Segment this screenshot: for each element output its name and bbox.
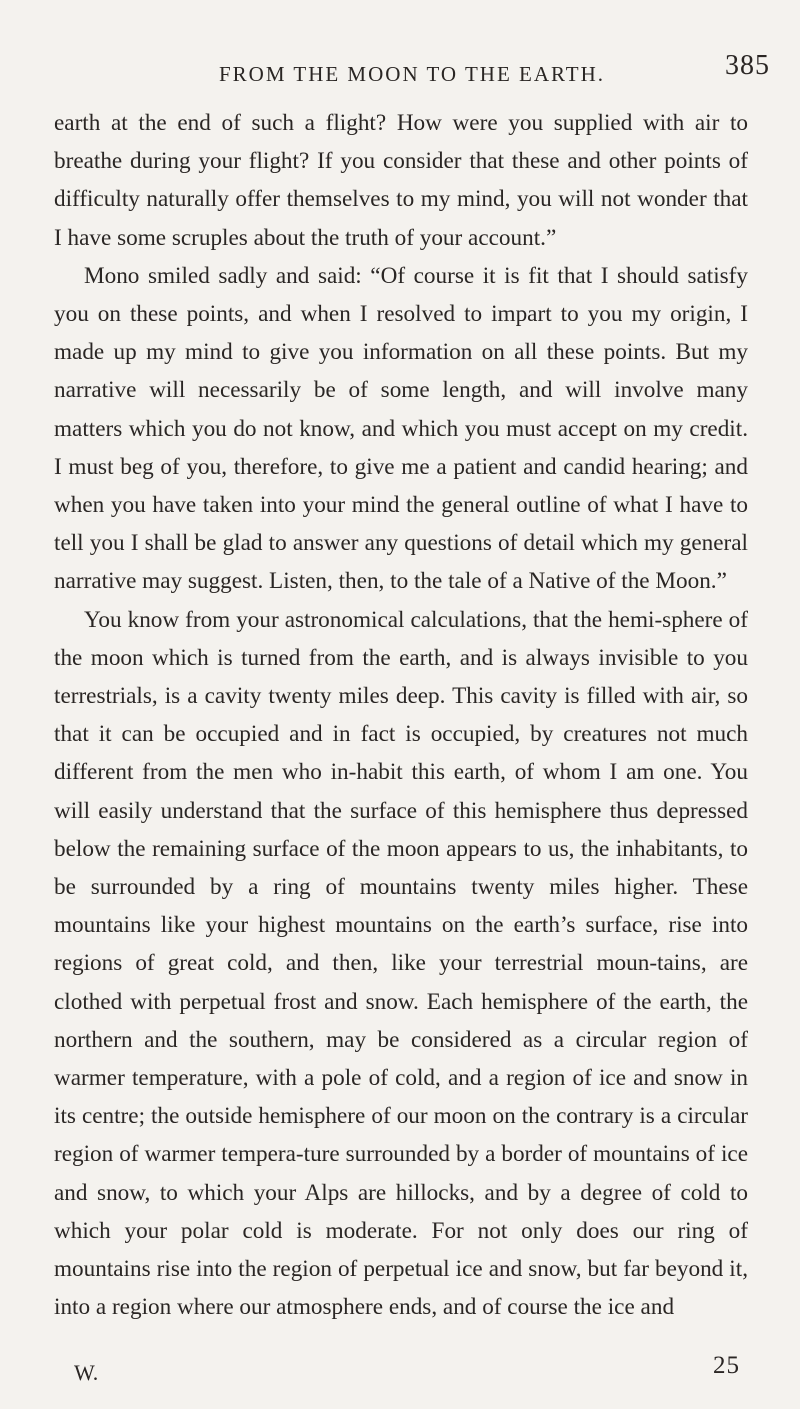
paragraph-continued: earth at the end of such a flight? How were you supplied with air to breathe during your flight? If you consider that these and other points of difficulty naturally offer themselves to my mind, you will not wonder that I have some scruples about the truth of your account.” — [54, 110, 748, 251]
paragraph-moon-description: You know from your astronomical calculations, that the hemi-sphere of the moon which is turned from the earth, and is always invisible to you terrestrials, is a cavity twenty miles deep. This cavity is filled with air, so that it can be occupied and in fact is occupied, by creatures not much different from the men who in-habit this earth, of whom I am one. You will easily understand that the surface of this hemisphere thus depressed below the remaining surface of the moon appears to us, the inhabitants, to be surrounded by a ring of mountains twenty miles higher. These mountains like your highest mountains on the earth’s surface, rise into regions of great cold, and then, like your terrestrial moun-tains, are clothed with perpetual frost and snow. Each hemisphere of the earth, the northern and the southern, may be considered as a circular region of warmer temperature, with a pole of cold, and a region of ice and snow in its centre; the outside hemisphere of our moon on the contrary is a circular region of warmer tempera-ture surrounded by a border of mountains of ice and snow, to which your Alps are hillocks, and by a degree of cold to which your polar cold is moderate. For not only does our ring of mountains rise into the region of perpetual ice and snow, but far beyond it, into a region where our atmosphere ends, and of course the ice and — [54, 606, 748, 1321]
page-footer — [74, 1352, 740, 1400]
paragraph-mono-reply: Mono smiled sadly and said: “Of course it is fit that I should satisfy you on these points, and when I resolved to impart to you my origin, I made up my mind to give you information on all these points. But my narrative will necessarily be of some length, and will involve many matters which you do not know, and which you must accept on my credit. I must beg of you, therefore, to give me a patient and candid hearing; and when you have taken into your mind the general outline of what I have to tell you I shall be glad to answer any questions of detail which my general narrative may suggest. Listen, then, to the tale of a Native of the Moon.” — [54, 262, 748, 595]
page-number: 385 — [725, 50, 770, 81]
printer-signature: W. — [74, 1360, 99, 1385]
sheet-number: 25 — [713, 1352, 740, 1379]
running-title: FROM THE MOON TO THE EARTH. — [218, 62, 606, 86]
body-text — [54, 104, 748, 1327]
running-head — [54, 50, 770, 90]
